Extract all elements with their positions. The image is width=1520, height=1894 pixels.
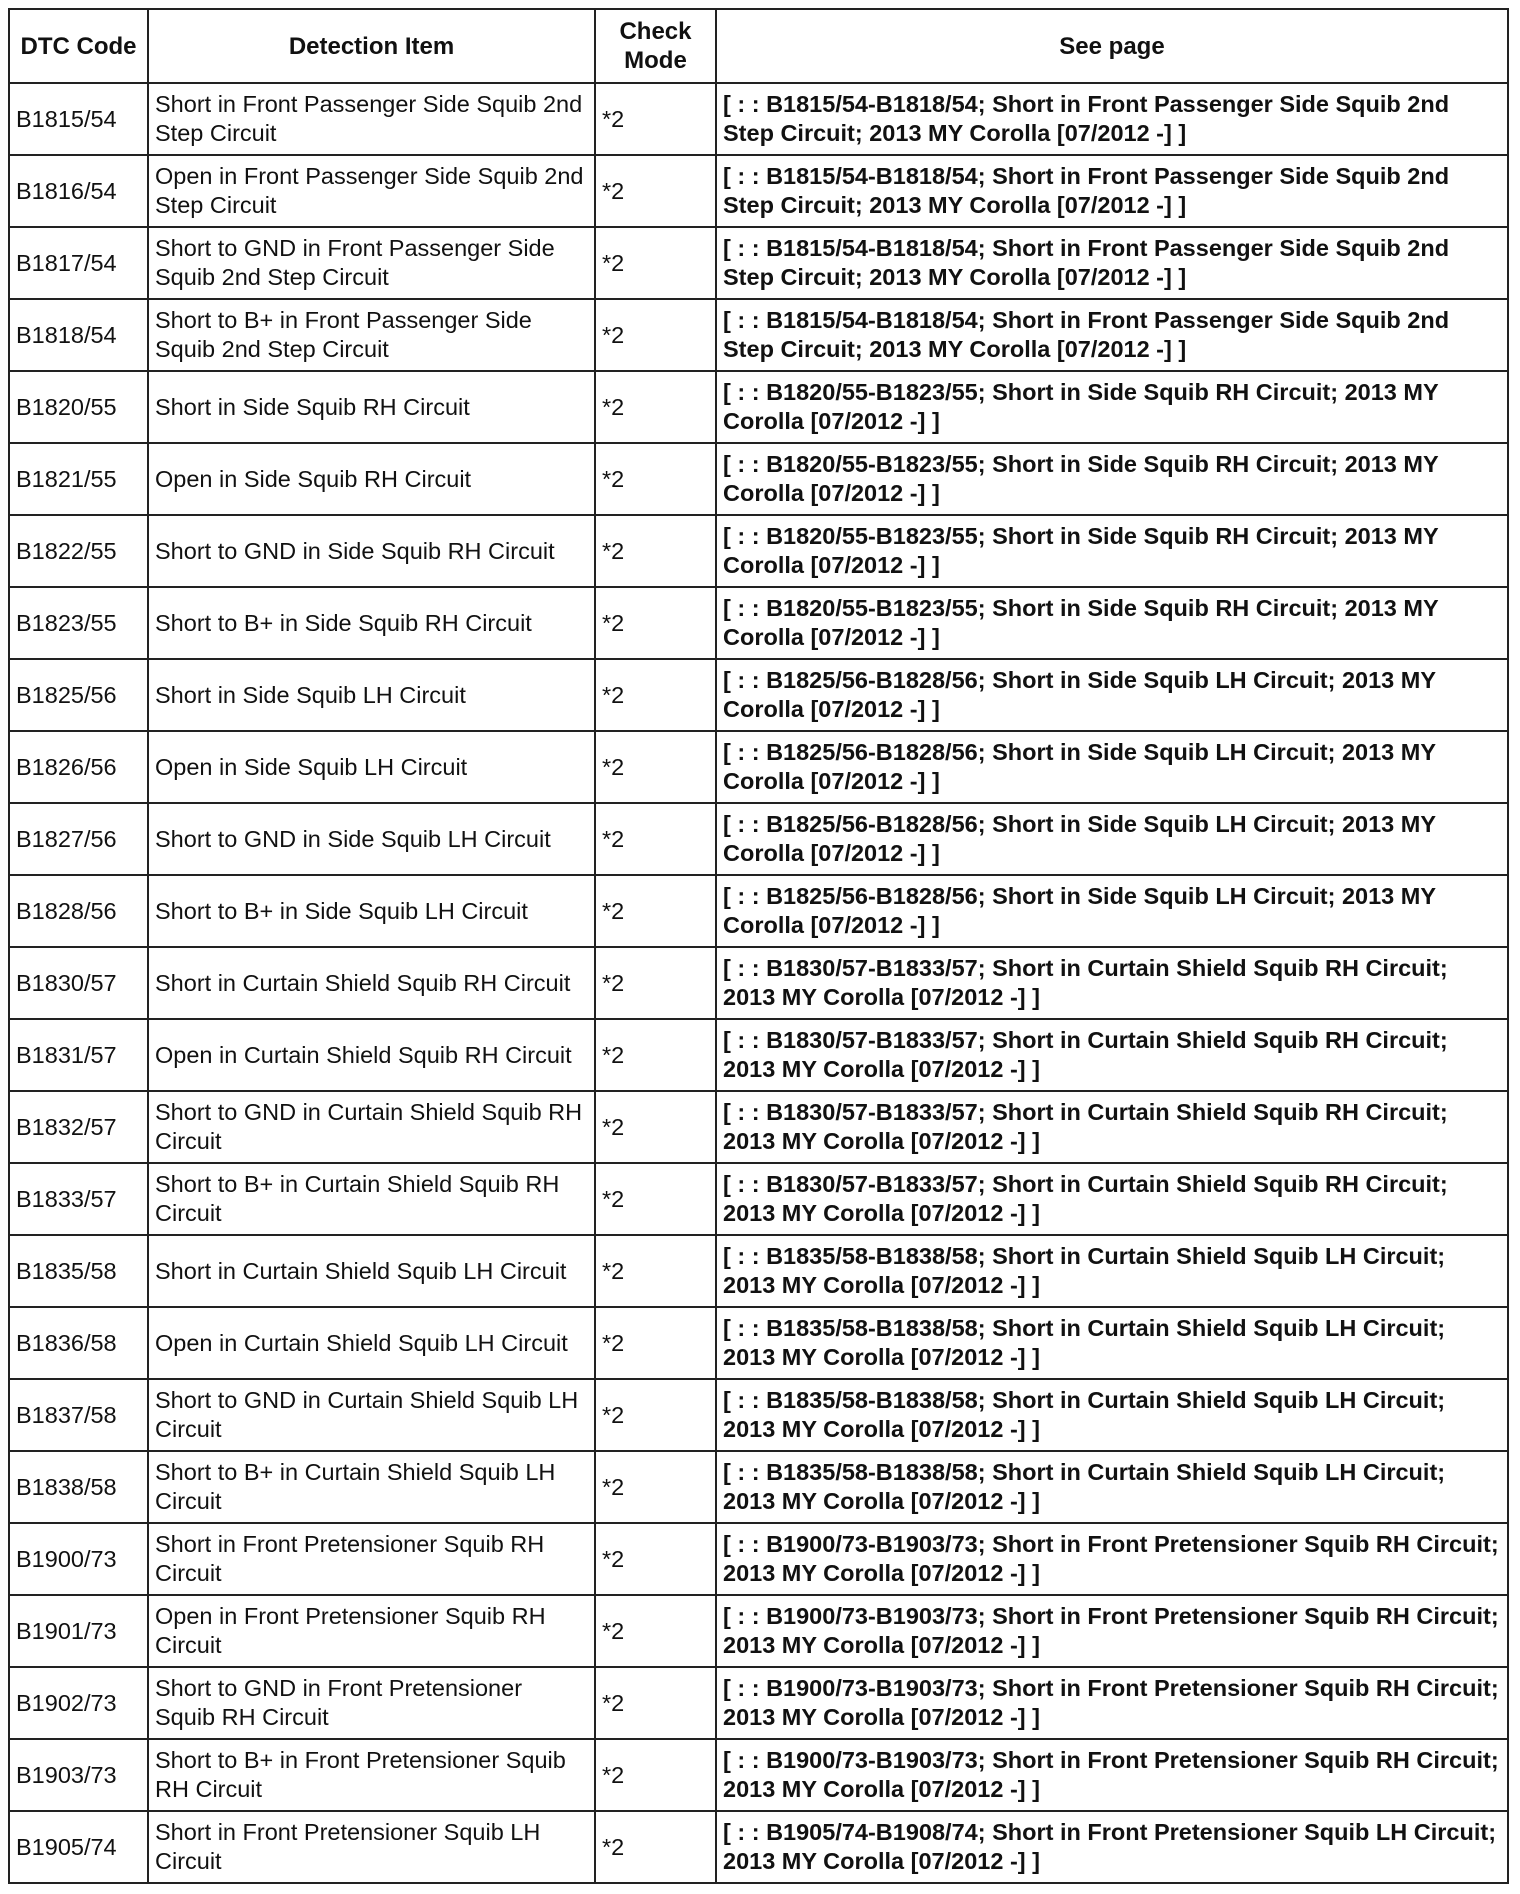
dtc-code-cell: B1905/74 xyxy=(9,1811,148,1883)
dtc-code-cell: B1901/73 xyxy=(9,1595,148,1667)
dtc-code-cell: B1900/73 xyxy=(9,1523,148,1595)
table-body xyxy=(9,83,1508,1883)
dtc-code-cell: B1838/58 xyxy=(9,1451,148,1523)
dtc-code-cell: B1836/58 xyxy=(9,1307,148,1379)
see-page-link[interactable]: [ : : B1905/74-B1908/74; Short in Front Pretensioner Squib LH Circuit; 2013 MY Corolla [07/2012 -] ] xyxy=(716,1811,1508,1883)
see-page-link[interactable]: [ : : B1820/55-B1823/55; Short in Side Squib RH Circuit; 2013 MY Corolla [07/2012 -] ] xyxy=(716,515,1508,587)
table-row xyxy=(9,1595,1508,1667)
header-check-mode-line1: Check xyxy=(619,18,692,45)
check-mode-cell: *2 xyxy=(595,1235,716,1307)
table-row xyxy=(9,1379,1508,1451)
detection-item-cell: Short to B+ in Curtain Shield Squib LH Circuit xyxy=(148,1451,595,1523)
see-page-link[interactable]: [ : : B1830/57-B1833/57; Short in Curtain Shield Squib RH Circuit; 2013 MY Corolla [07/2012 -] ] xyxy=(716,1091,1508,1163)
see-page-link[interactable]: [ : : B1825/56-B1828/56; Short in Side Squib LH Circuit; 2013 MY Corolla [07/2012 -] ] xyxy=(716,875,1508,947)
table-row xyxy=(9,1019,1508,1091)
check-mode-cell: *2 xyxy=(595,1667,716,1739)
check-mode-cell: *2 xyxy=(595,659,716,731)
table-row xyxy=(9,155,1508,227)
see-page-link[interactable]: [ : : B1835/58-B1838/58; Short in Curtain Shield Squib LH Circuit; 2013 MY Corolla [07/2012 -] ] xyxy=(716,1235,1508,1307)
see-page-link[interactable]: [ : : B1820/55-B1823/55; Short in Side Squib RH Circuit; 2013 MY Corolla [07/2012 -] ] xyxy=(716,443,1508,515)
dtc-code-cell: B1831/57 xyxy=(9,1019,148,1091)
check-mode-cell: *2 xyxy=(595,371,716,443)
dtc-code-cell: B1825/56 xyxy=(9,659,148,731)
detection-item-cell: Short in Front Passenger Side Squib 2nd Step Circuit xyxy=(148,83,595,155)
check-mode-cell: *2 xyxy=(595,299,716,371)
detection-item-cell: Short to B+ in Curtain Shield Squib RH Circuit xyxy=(148,1163,595,1235)
dtc-code-cell: B1823/55 xyxy=(9,587,148,659)
check-mode-cell: *2 xyxy=(595,443,716,515)
table-row xyxy=(9,731,1508,803)
see-page-link[interactable]: [ : : B1815/54-B1818/54; Short in Front Passenger Side Squib 2nd Step Circuit; 2013 MY Corolla [07/2012 -] ] xyxy=(716,299,1508,371)
table-row xyxy=(9,83,1508,155)
header-row xyxy=(9,9,1508,83)
check-mode-cell: *2 xyxy=(595,83,716,155)
see-page-link[interactable]: [ : : B1825/56-B1828/56; Short in Side Squib LH Circuit; 2013 MY Corolla [07/2012 -] ] xyxy=(716,731,1508,803)
dtc-code-cell: B1835/58 xyxy=(9,1235,148,1307)
table-row xyxy=(9,875,1508,947)
detection-item-cell: Open in Side Squib RH Circuit xyxy=(148,443,595,515)
table-row xyxy=(9,1739,1508,1811)
see-page-link[interactable]: [ : : B1825/56-B1828/56; Short in Side Squib LH Circuit; 2013 MY Corolla [07/2012 -] ] xyxy=(716,659,1508,731)
check-mode-cell: *2 xyxy=(595,227,716,299)
table-row xyxy=(9,1667,1508,1739)
see-page-link[interactable]: [ : : B1830/57-B1833/57; Short in Curtain Shield Squib RH Circuit; 2013 MY Corolla [07/2012 -] ] xyxy=(716,947,1508,1019)
header-check-mode-line2: Mode xyxy=(624,47,687,74)
dtc-code-cell: B1820/55 xyxy=(9,371,148,443)
detection-item-cell: Short to B+ in Side Squib RH Circuit xyxy=(148,587,595,659)
dtc-code-cell: B1816/54 xyxy=(9,155,148,227)
dtc-code-cell: B1822/55 xyxy=(9,515,148,587)
check-mode-cell: *2 xyxy=(595,731,716,803)
dtc-code-cell: B1815/54 xyxy=(9,83,148,155)
check-mode-cell: *2 xyxy=(595,155,716,227)
dtc-table xyxy=(8,8,1509,1884)
check-mode-cell: *2 xyxy=(595,1451,716,1523)
detection-item-cell: Short in Curtain Shield Squib LH Circuit xyxy=(148,1235,595,1307)
header-check-mode xyxy=(595,9,716,83)
table-row xyxy=(9,1523,1508,1595)
dtc-code-cell: B1903/73 xyxy=(9,1739,148,1811)
see-page-link[interactable]: [ : : B1820/55-B1823/55; Short in Side Squib RH Circuit; 2013 MY Corolla [07/2012 -] ] xyxy=(716,587,1508,659)
dtc-code-cell: B1832/57 xyxy=(9,1091,148,1163)
dtc-code-cell: B1827/56 xyxy=(9,803,148,875)
check-mode-cell: *2 xyxy=(595,1379,716,1451)
dtc-code-cell: B1817/54 xyxy=(9,227,148,299)
table-row xyxy=(9,515,1508,587)
dtc-code-cell: B1837/58 xyxy=(9,1379,148,1451)
check-mode-cell: *2 xyxy=(595,1523,716,1595)
table-row xyxy=(9,299,1508,371)
detection-item-cell: Short in Side Squib RH Circuit xyxy=(148,371,595,443)
detection-item-cell: Short to GND in Curtain Shield Squib RH Circuit xyxy=(148,1091,595,1163)
dtc-code-cell: B1828/56 xyxy=(9,875,148,947)
check-mode-cell: *2 xyxy=(595,1739,716,1811)
detection-item-cell: Short to GND in Curtain Shield Squib LH Circuit xyxy=(148,1379,595,1451)
table-row xyxy=(9,1811,1508,1883)
table-row xyxy=(9,443,1508,515)
header-detection-item: Detection Item xyxy=(148,9,595,83)
see-page-link[interactable]: [ : : B1830/57-B1833/57; Short in Curtain Shield Squib RH Circuit; 2013 MY Corolla [07/2012 -] ] xyxy=(716,1163,1508,1235)
dtc-table-container xyxy=(8,8,1507,1884)
check-mode-cell: *2 xyxy=(595,1163,716,1235)
detection-item-cell: Short to B+ in Front Pretensioner Squib RH Circuit xyxy=(148,1739,595,1811)
dtc-code-cell: B1821/55 xyxy=(9,443,148,515)
see-page-link[interactable]: [ : : B1835/58-B1838/58; Short in Curtain Shield Squib LH Circuit; 2013 MY Corolla [07/2012 -] ] xyxy=(716,1379,1508,1451)
table-row xyxy=(9,1451,1508,1523)
detection-item-cell: Short to GND in Front Passenger Side Squib 2nd Step Circuit xyxy=(148,227,595,299)
see-page-link[interactable]: [ : : B1900/73-B1903/73; Short in Front Pretensioner Squib RH Circuit; 2013 MY Corolla [07/2012 -] ] xyxy=(716,1667,1508,1739)
detection-item-cell: Open in Front Pretensioner Squib RH Circuit xyxy=(148,1595,595,1667)
table-row xyxy=(9,947,1508,1019)
check-mode-cell: *2 xyxy=(595,1091,716,1163)
see-page-link[interactable]: [ : : B1830/57-B1833/57; Short in Curtain Shield Squib RH Circuit; 2013 MY Corolla [07/2012 -] ] xyxy=(716,1019,1508,1091)
check-mode-cell: *2 xyxy=(595,1019,716,1091)
dtc-code-cell: B1833/57 xyxy=(9,1163,148,1235)
table-row xyxy=(9,371,1508,443)
detection-item-cell: Short to GND in Side Squib RH Circuit xyxy=(148,515,595,587)
table-header xyxy=(9,9,1508,83)
check-mode-cell: *2 xyxy=(595,803,716,875)
dtc-code-cell: B1818/54 xyxy=(9,299,148,371)
table-row xyxy=(9,227,1508,299)
see-page-link[interactable]: [ : : B1820/55-B1823/55; Short in Side Squib RH Circuit; 2013 MY Corolla [07/2012 -] ] xyxy=(716,371,1508,443)
check-mode-cell: *2 xyxy=(595,947,716,1019)
check-mode-cell: *2 xyxy=(595,515,716,587)
check-mode-cell: *2 xyxy=(595,1811,716,1883)
see-page-link[interactable]: [ : : B1900/73-B1903/73; Short in Front Pretensioner Squib RH Circuit; 2013 MY Corolla [07/2012 -] ] xyxy=(716,1595,1508,1667)
see-page-link[interactable]: [ : : B1815/54-B1818/54; Short in Front Passenger Side Squib 2nd Step Circuit; 2013 MY Corolla [07/2012 -] ] xyxy=(716,155,1508,227)
detection-item-cell: Short in Front Pretensioner Squib LH Circuit xyxy=(148,1811,595,1883)
detection-item-cell: Short to GND in Front Pretensioner Squib RH Circuit xyxy=(148,1667,595,1739)
header-dtc-code: DTC Code xyxy=(9,9,148,83)
detection-item-cell: Short in Front Pretensioner Squib RH Circuit xyxy=(148,1523,595,1595)
table-row xyxy=(9,803,1508,875)
see-page-link[interactable]: [ : : B1900/73-B1903/73; Short in Front Pretensioner Squib RH Circuit; 2013 MY Corolla [07/2012 -] ] xyxy=(716,1523,1508,1595)
detection-item-cell: Open in Curtain Shield Squib LH Circuit xyxy=(148,1307,595,1379)
see-page-link[interactable]: [ : : B1900/73-B1903/73; Short in Front Pretensioner Squib RH Circuit; 2013 MY Corolla [07/2012 -] ] xyxy=(716,1739,1508,1811)
dtc-code-cell: B1830/57 xyxy=(9,947,148,1019)
check-mode-cell: *2 xyxy=(595,587,716,659)
see-page-link[interactable]: [ : : B1835/58-B1838/58; Short in Curtain Shield Squib LH Circuit; 2013 MY Corolla [07/2012 -] ] xyxy=(716,1307,1508,1379)
table-row xyxy=(9,1307,1508,1379)
table-row xyxy=(9,587,1508,659)
detection-item-cell: Short to B+ in Side Squib LH Circuit xyxy=(148,875,595,947)
detection-item-cell: Open in Side Squib LH Circuit xyxy=(148,731,595,803)
header-see-page: See page xyxy=(716,9,1508,83)
see-page-link[interactable]: [ : : B1835/58-B1838/58; Short in Curtain Shield Squib LH Circuit; 2013 MY Corolla [07/2012 -] ] xyxy=(716,1451,1508,1523)
detection-item-cell: Short in Side Squib LH Circuit xyxy=(148,659,595,731)
detection-item-cell: Short to GND in Side Squib LH Circuit xyxy=(148,803,595,875)
detection-item-cell: Short in Curtain Shield Squib RH Circuit xyxy=(148,947,595,1019)
table-row xyxy=(9,1235,1508,1307)
detection-item-cell: Open in Curtain Shield Squib RH Circuit xyxy=(148,1019,595,1091)
detection-item-cell: Short to B+ in Front Passenger Side Squib 2nd Step Circuit xyxy=(148,299,595,371)
check-mode-cell: *2 xyxy=(595,1307,716,1379)
check-mode-cell: *2 xyxy=(595,875,716,947)
see-page-link[interactable]: [ : : B1815/54-B1818/54; Short in Front Passenger Side Squib 2nd Step Circuit; 2013 MY Corolla [07/2012 -] ] xyxy=(716,83,1508,155)
table-row xyxy=(9,1163,1508,1235)
see-page-link[interactable]: [ : : B1815/54-B1818/54; Short in Front Passenger Side Squib 2nd Step Circuit; 2013 MY Corolla [07/2012 -] ] xyxy=(716,227,1508,299)
check-mode-cell: *2 xyxy=(595,1595,716,1667)
table-row xyxy=(9,659,1508,731)
table-row xyxy=(9,1091,1508,1163)
detection-item-cell: Open in Front Passenger Side Squib 2nd Step Circuit xyxy=(148,155,595,227)
see-page-link[interactable]: [ : : B1825/56-B1828/56; Short in Side Squib LH Circuit; 2013 MY Corolla [07/2012 -] ] xyxy=(716,803,1508,875)
dtc-code-cell: B1902/73 xyxy=(9,1667,148,1739)
dtc-code-cell: B1826/56 xyxy=(9,731,148,803)
